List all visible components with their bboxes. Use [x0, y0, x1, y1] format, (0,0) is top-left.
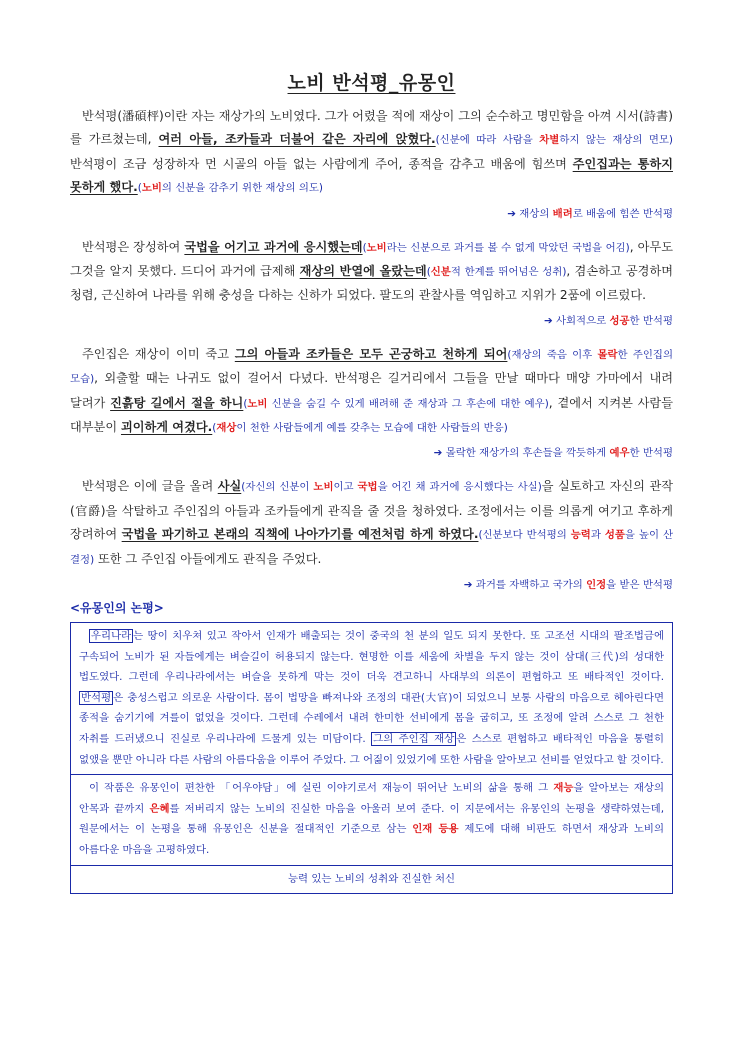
annotation: (재상의 죽음 이후 몰락한 주인집의 모습) — [70, 348, 673, 386]
paragraph-3: 주인집은 재상이 이미 죽고 그의 아들과 조카들은 모두 곤궁하고 천하게 되어(재상의 죽음 이후 몰락한 주인집의 모습), 외출할 때는 나귀도 없이 걸어서 다녔다. 반석평은 길거리에서 그들을 만날 때마다 매양 가마에서 내려 달려가 진흙탕 길에서 절을 하니(노비 신분을 숨길 수 있게 배려해 준 재상과 그 후손에 대한 예우), 곁에서 지켜본 사람들 대부분이 괴이하게 여겼다.(재상이 천한 사람들에게 예를 갖추는 모습에 대한 사람들의 반응) — [70, 346, 673, 435]
right-arrow-icon: ➔ — [433, 447, 443, 460]
review-heading: <유몽인의 논평> — [70, 601, 164, 616]
right-arrow-icon: ➔ — [507, 207, 516, 220]
key-phrase: 사실 — [217, 479, 242, 494]
summary-line: ➔ 과거를 자백하고 국가의 인정을 받은 반석평 — [463, 579, 673, 592]
paragraph-2: 반석평은 장성하여 국법을 어기고 과거에 응시했는데(노비라는 신분으로 과거를 볼 수 없게 막았던 국법을 어김), 아무도 그것을 알지 못했다. 드디어 과거에 급제해 재상의 반열에 올랐는데(신분적 한계를 뛰어넘은 성취), 겸손하고 공경하며 청렴, 근신하여 나라를 위해 충성을 다하는 신하가 되었다. 팔도의 관찰사를 역임하고 지위가 2품에 이르렀다. — [70, 239, 674, 303]
key-phrase: 그의 아들과 조카들은 모두 곤궁하고 천하게 되어 — [234, 346, 508, 361]
annotation: (신분적 한계를 뛰어넘은 성취) — [426, 266, 567, 279]
right-arrow-icon: ➔ — [543, 314, 553, 327]
review-text: 우리나라 는 땅이 치우쳐 있고 작아서 인재가 배출되는 것이 중국의 천 분의 일도 되지 못한다. 또 고조선 시대의 팔조법금에 구속되어 노비가 된 자들에게는 벼슬길이 허용되지 않는다. 현명한 이를 세움에 차별을 두지 않는 것이 삼대(三代)의 성대한 법도였다. 그런데 우리나라에서는 벼슬을 못하게 막는 것이 더욱 견고하니 사대부의 의론이 편협하고 또 배타적인 것이다. 반석평 은 충성스럽고 의로운 사람이다. 몸이 법망을 빠져나와 조정의 대관(大官)이 되었으니 보통 사람의 마음으로 헤아린다면 종적을 숨기기에 겨를이 없었을 것이다. 그런데 수레에서 내려 한미한 선비에게 몸을 굽히고, 또 조정에 알려 스스로 그 천한 자취를 드러냈으니 진실로 우리나라에 드물게 있는 미담이다. 그의 주인집 재상 은 스스로 편협하고 배타적인 마음을 통렬히 없앴을 뿐만 아니라 다른 사람의 아름다움을 이루어 주었다. 그 어짊이 있었기에 또한 사람을 알아보고 선비를 얻었다고 할 것이다. — [79, 630, 664, 766]
annotation: (노비 신분을 숨길 수 있게 배려해 준 재상과 그 후손에 대한 예우) — [243, 397, 549, 410]
key-phrase: 주인집과는 통하지 못하게 했다. — [70, 156, 673, 195]
key-phrase: 여러 아들, 조카들과 더불어 같은 자리에 앉혔다. — [158, 132, 436, 147]
annotation: (자신의 신분이 노비이고 국법을 어긴 채 과거에 응시했다는 사실) — [241, 481, 542, 494]
paragraph-4: 반석평은 이에 글을 올려 사실(자신의 신분이 노비이고 국법을 어긴 채 과거에 응시했다는 사실)을 실토하고 자신의 관작(官爵)을 삭탈하고 주인집의 아들과 조카들에게 관직을 줄 것을 청하였다. 조정에서는 이를 의롭게 여기고 후하게 장려하여 국법을 파기하고 본래의 직책에 나아가기를 예전처럼 하게 하였다.(신분보다 반석평의 능력과 성품을 높이 산 결정) 또한 그 주인집 아들에게도 관직을 주었다. — [70, 479, 673, 566]
document-page — [70, 68, 673, 894]
key-phrase: 재상의 반열에 올랐는데 — [299, 264, 427, 279]
commentary-text: 이 작품은 유몽인이 편찬한 「어우야담」에 실린 이야기로서 재능이 뛰어난 노비의 삶을 통해 그 재능을 알아보는 재상의 안목과 끝까지 은혜를 저버리지 않는 노비의 진실한 마음을 아울러 보여 준다. 이 지문에서는 유몽인의 논평을 생략하였는데, 원문에서는 이 논평을 통해 유몽인은 신분을 절대적인 기준으로 삼는 인재 등용 제도에 대해 비판도 하면서 재상과 노비의 아름다운 마음을 고평하였다. — [71, 774, 672, 864]
key-phrase: 국법을 파기하고 본래의 직책에 나아가기를 예전처럼 하게 하였다. — [121, 527, 479, 542]
review-box — [70, 622, 673, 894]
boxed-term: 반석평 — [81, 691, 112, 704]
annotation: (신분에 따라 사람을 차별하지 않는 재상의 면모) — [435, 134, 673, 147]
boxed-term: 그의 주인집 재상 — [373, 733, 455, 746]
annotation: (재상이 천한 사람들에게 예를 갖추는 모습에 대한 사람들의 반응) — [212, 422, 508, 435]
key-phrase: 진흙탕 길에서 절을 하니 — [110, 395, 244, 410]
summary-line: ➔ 몰락한 재상가의 후손들을 깍듯하게 예우한 반석평 — [433, 447, 673, 460]
summary-line: ➔ 사회적으로 성공한 반석평 — [543, 314, 673, 327]
annotation: (노비의 신분을 감추기 위한 재상의 의도) — [137, 182, 323, 195]
key-phrase: 괴이하게 여겼다. — [120, 420, 213, 435]
annotation: (신분보다 반석평의 능력과 성품을 높이 산 결정) — [70, 529, 673, 566]
paragraph-1: 반석평(潘碩枰)이란 자는 재상가의 노비였다. 그가 어렸을 적에 재상이 그의 순수하고 명민함을 아껴 시서(詩書)를 가르쳤는데, 여러 아들, 조카들과 더불어 같은 자리에 앉혔다.(신분에 따라 사람을 차별하지 않는 재상의 면모) 반석평이 조금 성장하자 먼 시골의 아들 없는 사람에게 주어, 종적을 감추고 배움에 힘쓰며 주인집과는 통하지 못하게 했다.(노비의 신분을 감추기 위한 재상의 의도) — [70, 109, 673, 195]
summary-line: ➔ 재상의 배려로 배움에 힘쓴 반석평 — [507, 207, 673, 220]
right-arrow-icon: ➔ — [463, 579, 473, 592]
page-title: 노비 반석평_유몽인 — [287, 72, 456, 94]
boxed-term: 우리나라 — [91, 630, 132, 643]
key-phrase: 국법을 어기고 과거에 응시했는데 — [184, 239, 363, 254]
theme-footer: 능력 있는 노비의 성취와 진실한 처신 — [71, 865, 672, 894]
annotation: (노비라는 신분으로 과거를 볼 수 없게 막았던 국법을 어김) — [362, 241, 630, 254]
